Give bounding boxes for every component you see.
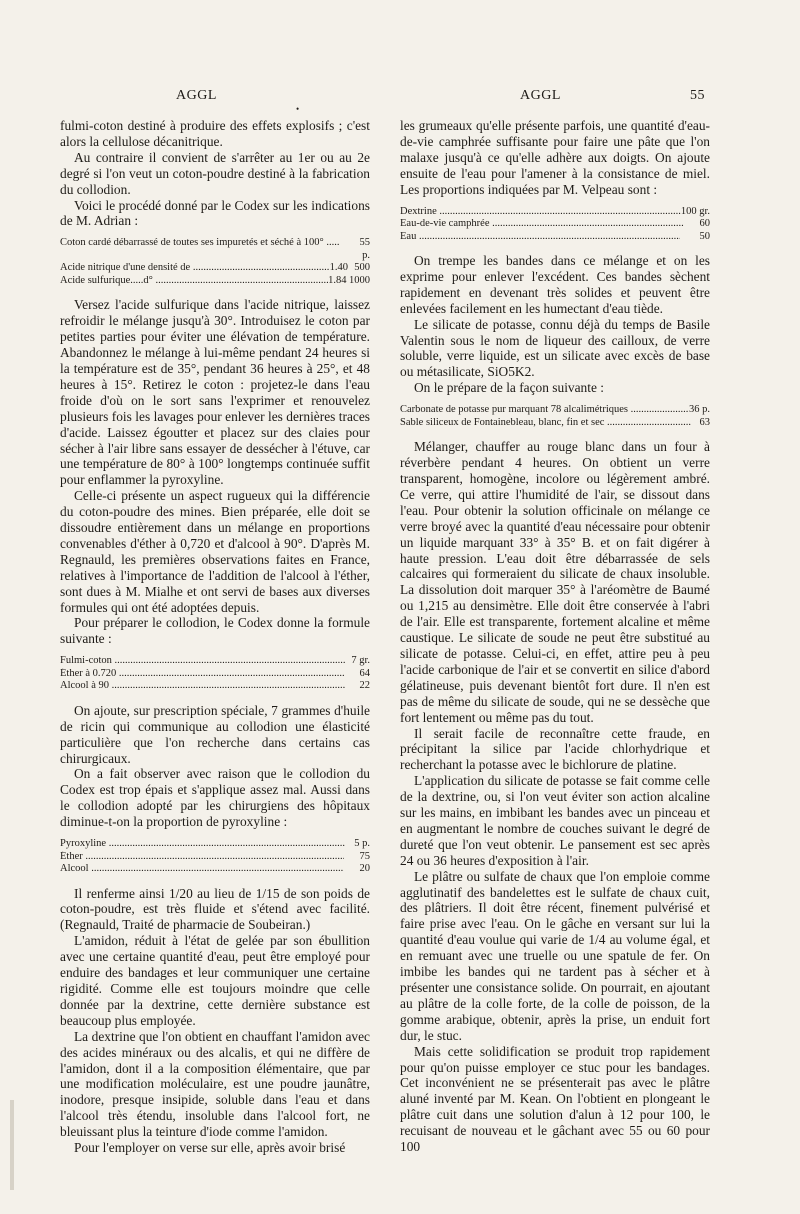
table-label: Acide nitrique d'une densité de ..... xyxy=(60,262,330,275)
table-row xyxy=(400,218,710,231)
paragraph: les grumeaux qu'elle présente parfois, une quantité d'eau-de-vie camphrée suffisante pour faire une pâte que l'on malaxe jusqu'à ce qu'elle adhère aux doigts. On ajoute ensuite de l'eau pour l'amener à la consistance de miel. Les proportions indiquées par M. Velpeau sont : xyxy=(400,118,710,197)
table-label: Alcool à 90 ..... xyxy=(60,680,345,693)
paragraph: La dextrine que l'on obtient en chauffant l'amidon avec des acides minéraux ou des alcalis, et qui ne diffère de l'amidon, dont il a la composition élémentaire, que par une modification moléculaire, est une poudre jaunâtre, inodore, presque insipide, soluble dans l'eau et dans l'alcool très étendu, insoluble dans l'alcool fort, ne bleuissant plus la teinture d'iode comme l'amidon. xyxy=(60,1028,370,1140)
paragraph: Mélanger, chauffer au rouge blanc dans un four à réverbère pendant 4 heures. On obtient un verre transparent, homogène, incolore ou légèrement ambré. Ce verre, qui attire l'humidité de l'air, se dissout dans l'eau. Pour obtenir la solution officinale on mélange ce verre broyé avec la quantité d'eau nécessaire pour obtenir un liquide marquant 33° à 35° B. et on fait digérer à haute pression. L'eau doit être débarrassée de sels calcaires qui formeraient du silicate de chaux insoluble. La dissolution doit marquer 35° à l'aréomètre de Baumé ou 1,215 au densimètre. Elle doit être conservée à l'abri de l'air. Elle est transparente, fortement alcaline et même caustique. Le silicate de soude ne peut être substitué au silicate de potasse. Celui-ci, en effet, attire peu à peu l'acide carbonique de l'air et se convertit en silice d'abord gélatineuse, puis devenant bientôt fort dure. Il n'en est pas de même du silicate de soude, qui ne se dessèche que fort lentement ou même pas du tout. xyxy=(400,439,710,725)
recipe-table-hospital-collodion xyxy=(60,838,370,876)
table-value: 20 xyxy=(359,863,370,875)
page-number: 55 xyxy=(690,88,705,103)
table-label: Éther ..... xyxy=(60,851,344,864)
paragraph: Voici le procédé donné par le Codex sur les indications de M. Adrian : xyxy=(60,197,370,229)
running-head-right: AGGL xyxy=(520,88,561,103)
table-label: Fulmi-coton ..... xyxy=(60,655,345,668)
paragraph: fulmi-coton destiné à produire des effets explosifs ; c'est alors la cellulose décanitrique. xyxy=(60,118,370,149)
recipe-table-codex xyxy=(60,237,370,287)
recipe-table-silicate xyxy=(400,404,710,429)
table-row xyxy=(60,851,370,864)
ornament: • xyxy=(296,104,300,114)
paragraph: Mais cette solidification se produit trop rapidement pour qu'on puisse employer ce stuc pour les bandages. Cet inconvénient ne se présenterait pas avec le plâtre aluné inventé par M. Kean. On l'obtient en plongeant le plâtre cuit dans une solution d'alun à 12 pour 100, le recuisant de nouveau et le gâchant avec 55 ou 60 pour 100 xyxy=(400,1043,710,1155)
table-row xyxy=(60,668,370,681)
table-value: 64 xyxy=(359,667,370,679)
table-row xyxy=(400,206,710,219)
table-label: Dextrine ..... xyxy=(400,206,681,219)
paragraph: On a fait observer avec raison que le collodion du Codex est trop épais et s'applique assez mal. Aussi dans le collodion adopté par les chirurgiens des hôpitaux diminue-t-on la proportion de pyroxyline : xyxy=(60,766,370,830)
table-label: Pyroxyline ..... xyxy=(60,838,345,851)
table-label: Acide sulfurique.....d° ..... xyxy=(60,275,328,288)
table-value: 22 xyxy=(359,680,370,692)
table-row xyxy=(60,838,370,851)
table-row xyxy=(60,275,370,288)
table-value: 1000 xyxy=(349,274,370,286)
table-row xyxy=(400,417,710,430)
paragraph: Il renferme ainsi 1/20 au lieu de 1/15 de son poids de coton-poudre, est très fluide et s'étend avec facilité. (Regnauld, Traité de pharmacie de Soubeiran.) xyxy=(60,885,370,933)
table-value: 100 gr. xyxy=(680,205,710,217)
table-label: Eau-de-vie camphrée ..... xyxy=(400,218,684,231)
table-row xyxy=(400,231,710,244)
table-label: Éther à 0.720 ..... xyxy=(60,668,345,681)
recipe-table-dextrine xyxy=(400,206,710,244)
table-value: 75 xyxy=(359,850,370,862)
paragraph: On ajoute, sur prescription spéciale, 7 grammes d'huile de ricin qui communique au collodion une élasticité particulière que l'on recherche dans certains cas chirurgicaux. xyxy=(60,702,370,766)
table-row xyxy=(60,655,370,668)
table-value: 500 xyxy=(354,262,370,274)
paragraph: Le silicate de potasse, connu déjà du temps de Basile Valentin sous le nom de liqueur des cailloux, de verre soluble, verre liquide, est un silicate avec excès de base ou métasilicate, SiO5K2. xyxy=(400,316,710,380)
table-row xyxy=(60,863,370,876)
table-label: Alcool ..... xyxy=(60,863,344,876)
running-head-left: AGGL xyxy=(176,88,217,103)
table-row xyxy=(400,404,710,417)
paragraph: Pour l'employer on verse sur elle, après avoir brisé xyxy=(74,1140,346,1156)
paragraph: Pour préparer le collodion, le Codex donne la formule suivante : xyxy=(60,615,370,647)
table-value: 1.84 xyxy=(328,274,347,286)
table-value: 36 p. xyxy=(689,404,710,416)
table-row xyxy=(60,680,370,693)
table-label: Carbonate de potasse pur marquant 78 alcalimétriques ..... xyxy=(400,404,689,417)
table-value: 63 xyxy=(699,416,710,428)
paragraph: Le plâtre ou sulfate de chaux que l'on emploie comme agglutinatif des bandelettes est le sulfate de chaux cuit, des plâtriers. Il doit être récent, finement pulvérisé et faire prise avec l'eau. On le gâche en versant sur lui la quantité d'eau voulue qui varie de 1/4 au volume égal, et en remuant avec une truelle ou une spatule de fer. On imbibe les bandes qui ne tardent pas à sécher et à présenter une consistance solide. On pourrait, en ajoutant au plâtre de la colle forte, de la colle de poisson, de la gomme arabique, obtenir, après la prise, un enduit fort dur, le stuc. xyxy=(400,868,710,1043)
paragraph: L'amidon, réduit à l'état de gelée par son ébullition avec une certaine quantité d'eau, peut être employé pour enduire des bandages et leur communiquer une certaine rigidité. Comme elle est toujours moindre que celle donnée par la dextrine, cette dernière substance est beaucoup plus employée. xyxy=(60,933,370,1028)
recipe-table-collodion xyxy=(60,655,370,693)
paragraph: On trempe les bandes dans ce mélange et on les exprime pour enlever l'excédent. Ces bandes sèchent rapidement en devenant très solides et peuvent être enlevées facilement en les humectant d'eau tiède. xyxy=(400,253,710,316)
left-column xyxy=(60,118,370,1156)
table-value: 60 xyxy=(699,218,710,230)
paragraph: On le prépare de la façon suivante : xyxy=(414,380,604,396)
paragraph: Au contraire il convient de s'arrêter au 1er ou au 2e degré si l'on veut un coton-poudre destiné à la fabrication du collodion. xyxy=(60,149,370,197)
paragraph: Versez l'acide sulfurique dans l'acide nitrique, laissez refroidir le mélange jusqu'à 30°. Introduisez le coton par petites parties pour éviter une élévation de température. Abandonnez le mélange à lui-même pendant 24 heures si la température est de 35°, pendant 36 heures à 25°, et 48 heures à 15°. Retirez le coton : projetez-le dans l'eau froide d'où on le sort sans l'exprimer et renouvelez plusieurs fois les lavages pour enlever les dernières traces d'acide. Laissez égoutter et placez sur des claies pour sécher à l'air libre sans essayer de dessécher à l'étuve, car une température de 80° à 100° longtemps continuée suffit pour enflammer la pyroxyline. xyxy=(60,297,370,488)
paragraph: Il serait facile de reconnaître cette fraude, en précipitant la silice par l'acide chlorhydrique et recherchant la potasse avec le bichlorure de platine. xyxy=(400,725,710,773)
table-label: Eau ..... xyxy=(400,231,680,244)
paragraph: Celle-ci présente un aspect rugueux qui la différencie du coton-poudre des mines. Bien préparée, elle doit se dissoudre entièrement dans un mélange en proportions convenables d'éther à 0,720 et d'alcool à 90°. D'après M. Regnauld, les premières observations faites en France, relatives à l'importance de l'addition de l'alcool à l'éther, sont dues à M. Mialhe et ont servi de bases aux diverses formules qui ont été adoptées depuis. xyxy=(60,488,370,615)
table-value: 55 p. xyxy=(359,237,370,261)
paragraph: L'application du silicate de potasse se fait comme celle de la dextrine, ou, si l'on veut éviter son action alcaline sur les mains, en imbibant les bandes avec un pinceau et en augmentant le nombre de couches suivant le degré de dureté que l'on veut obtenir. Le pansement est sec après 24 ou 36 heures d'exposition à l'air. xyxy=(400,773,710,868)
table-label: Coton cardé débarrassé de toutes ses impuretés et séché à 100° ..... xyxy=(60,237,339,250)
table-value: 1.40 xyxy=(329,262,349,274)
table-label: Sable siliceux de Fontainebleau, blanc, fin et sec ..... xyxy=(400,417,691,430)
table-row xyxy=(60,237,370,262)
table-value: 50 xyxy=(699,230,710,242)
table-value: 7 gr. xyxy=(351,655,370,667)
table-row xyxy=(60,262,370,275)
table-value: 5 p. xyxy=(354,838,370,850)
page-edge-shadow xyxy=(10,1100,14,1190)
right-column xyxy=(400,118,710,1155)
